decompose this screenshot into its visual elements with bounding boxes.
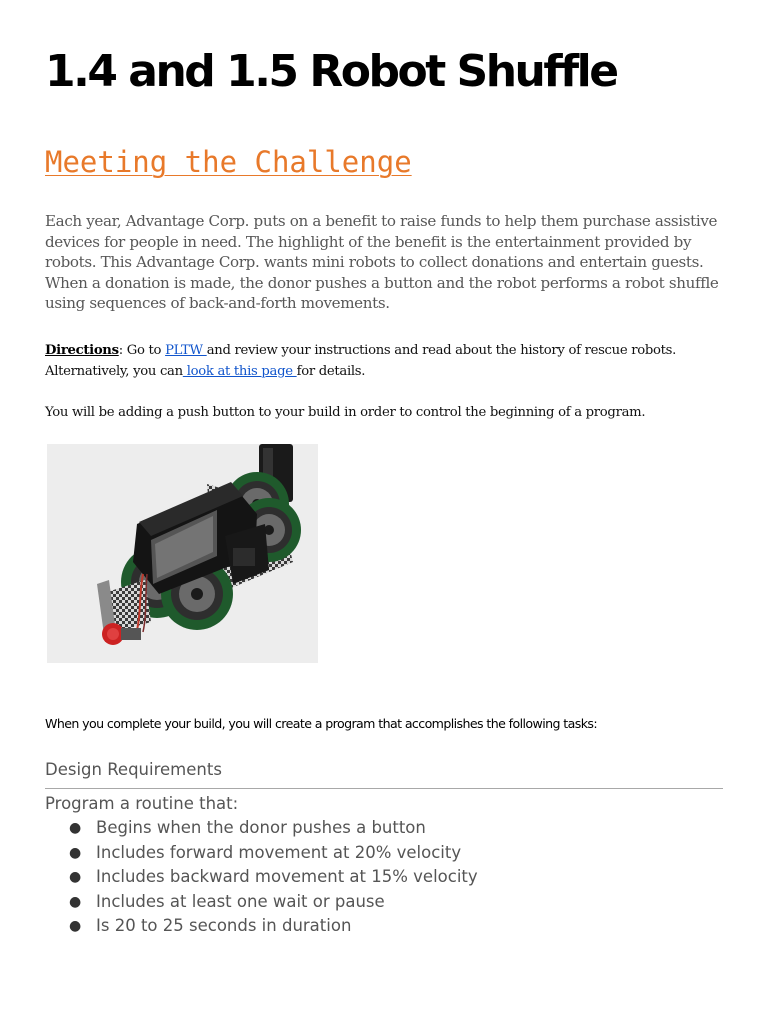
bullet-icon: ● [69,918,82,935]
requirement-text: Includes backward movement at 15% velocity [96,867,478,887]
requirement-item [45,890,725,915]
build-note: When you complete your build, you will create a program that accomplishes the following tasks: [45,716,598,731]
directions-label: Directions [45,343,119,358]
bullet-icon: ● [69,869,82,886]
pltw-link[interactable]: PLTW [165,343,207,358]
requirement-text: Includes forward movement at 20% velocity [96,842,462,862]
requirement-item [45,816,725,841]
requirement-item [45,865,725,890]
requirement-item [45,914,725,939]
push-button-note: You will be adding a push button to your build in order to control the beginning of a program. [45,405,646,420]
document-title: 1.4 and 1.5 Robot Shuffle [45,46,617,97]
requirement-item [45,841,725,866]
directions-paragraph [45,340,725,382]
bullet-icon: ● [69,820,82,836]
bullet-icon: ● [69,893,82,910]
section-heading-meeting-the-challenge: Meeting the Challenge [45,145,412,179]
requirement-text: Is 20 to 25 seconds in duration [96,916,352,936]
requirement-text: Includes at least one wait or pause [96,891,385,911]
directions-text-1: : Go to [118,343,166,358]
robot-build-image [47,444,318,663]
intro-paragraph: Each year, Advantage Corp. puts on a benefit to raise funds to help them purchase assistive devices for people in need. The highlight of the benefit is the entertainment provided by robots. This Advantage Corp. wants mini robots to collect donations and entertain guests. When a donation is made, the donor pushes a button and the robot performs a robot shuffle using sequences of back-and-forth movements. [45,212,719,313]
look-at-this-page-link[interactable]: look at this page [182,364,297,379]
directions-text-2: and review your instructions and read about the history of rescue robots. Alternatively, you can [45,343,677,379]
bullet-icon: ● [69,844,82,861]
requirements-intro: Program a routine that: [45,794,239,813]
requirement-text: Begins when the donor pushes a button [96,818,426,837]
requirements-list [45,816,725,939]
directions-text-3: for details. [296,364,366,379]
design-requirements-heading: Design Requirements [45,759,723,789]
